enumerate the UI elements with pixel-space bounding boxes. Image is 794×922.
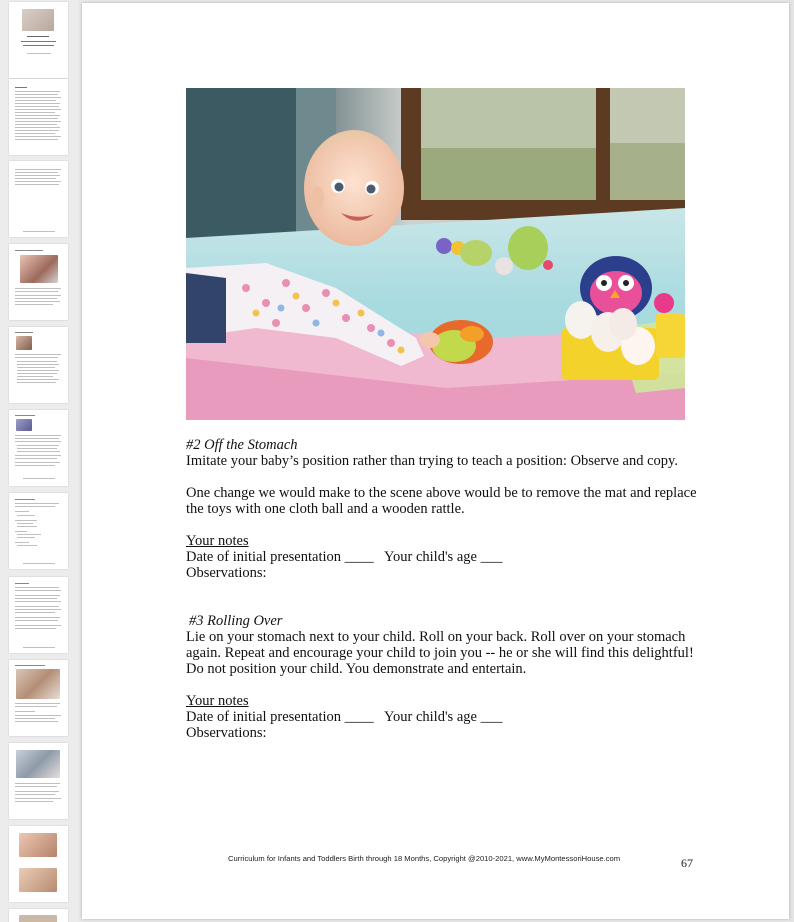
- thumbnail-image: [16, 669, 60, 699]
- thumbnail-image: [16, 750, 60, 778]
- paragraph-text: the toys with one cloth ball and a wooden rattle.: [186, 501, 465, 517]
- paragraph-text: again. Repeat and encourage your child to join you -- he or she will find this delightful!: [186, 645, 694, 661]
- document-page: [82, 3, 789, 919]
- date-line: Date of initial presentation ____ Your child's age ___: [186, 549, 503, 565]
- baby-photo: [186, 88, 685, 420]
- paragraph-text: Lie on your stomach next to your child. Roll on your back. Roll over on your stomach: [186, 629, 686, 645]
- thumbnail-image: [20, 255, 58, 283]
- date-line: Date of initial presentation ____ Your child's age ___: [186, 709, 503, 725]
- page-thumbnail[interactable]: [9, 161, 68, 237]
- thumbnail-image: [22, 9, 54, 31]
- page-thumbnail[interactable]: [9, 660, 68, 736]
- page-thumbnail[interactable]: [9, 410, 68, 486]
- window-edge: [789, 0, 794, 922]
- observations-label: Observations:: [186, 725, 267, 741]
- thumbnail-image: [19, 833, 57, 857]
- page-thumbnail[interactable]: [9, 743, 68, 819]
- paragraph-text: Imitate your baby’s position rather than trying to teach a position: Observe and copy.: [186, 453, 678, 469]
- thumbnail-image: [19, 915, 57, 922]
- thumbnail-image: [16, 419, 32, 431]
- page-footer: Curriculum for Infants and Toddlers Birth through 18 Months, Copyright @2010-2021, www.MyMontessoriHouse.com: [228, 854, 621, 863]
- page-thumbnail[interactable]: [9, 79, 68, 155]
- page-thumbnail[interactable]: [9, 493, 68, 569]
- thumbnail-sidebar: [0, 0, 78, 922]
- thumbnail-image: [16, 336, 32, 350]
- observations-label: Observations:: [186, 565, 267, 581]
- thumbnail-image: [19, 868, 57, 892]
- page-thumbnail[interactable]: [9, 244, 68, 320]
- section-heading: #2 Off the Stomach: [186, 437, 298, 453]
- page-thumbnail[interactable]: [9, 577, 68, 653]
- paragraph-text: One change we would make to the scene above would be to remove the mat and replace: [186, 485, 697, 501]
- page-number: 67: [681, 856, 693, 870]
- notes-heading: Your notes: [186, 693, 249, 709]
- notes-heading: Your notes: [186, 533, 249, 549]
- section-heading: #3 Rolling Over: [189, 613, 283, 629]
- page-thumbnail[interactable]: [9, 826, 68, 902]
- paragraph-text: Do not position your child. You demonstrate and entertain.: [186, 661, 527, 677]
- page-thumbnail[interactable]: [9, 909, 68, 922]
- page-thumbnail[interactable]: [9, 2, 68, 78]
- page-thumbnail[interactable]: [9, 327, 68, 403]
